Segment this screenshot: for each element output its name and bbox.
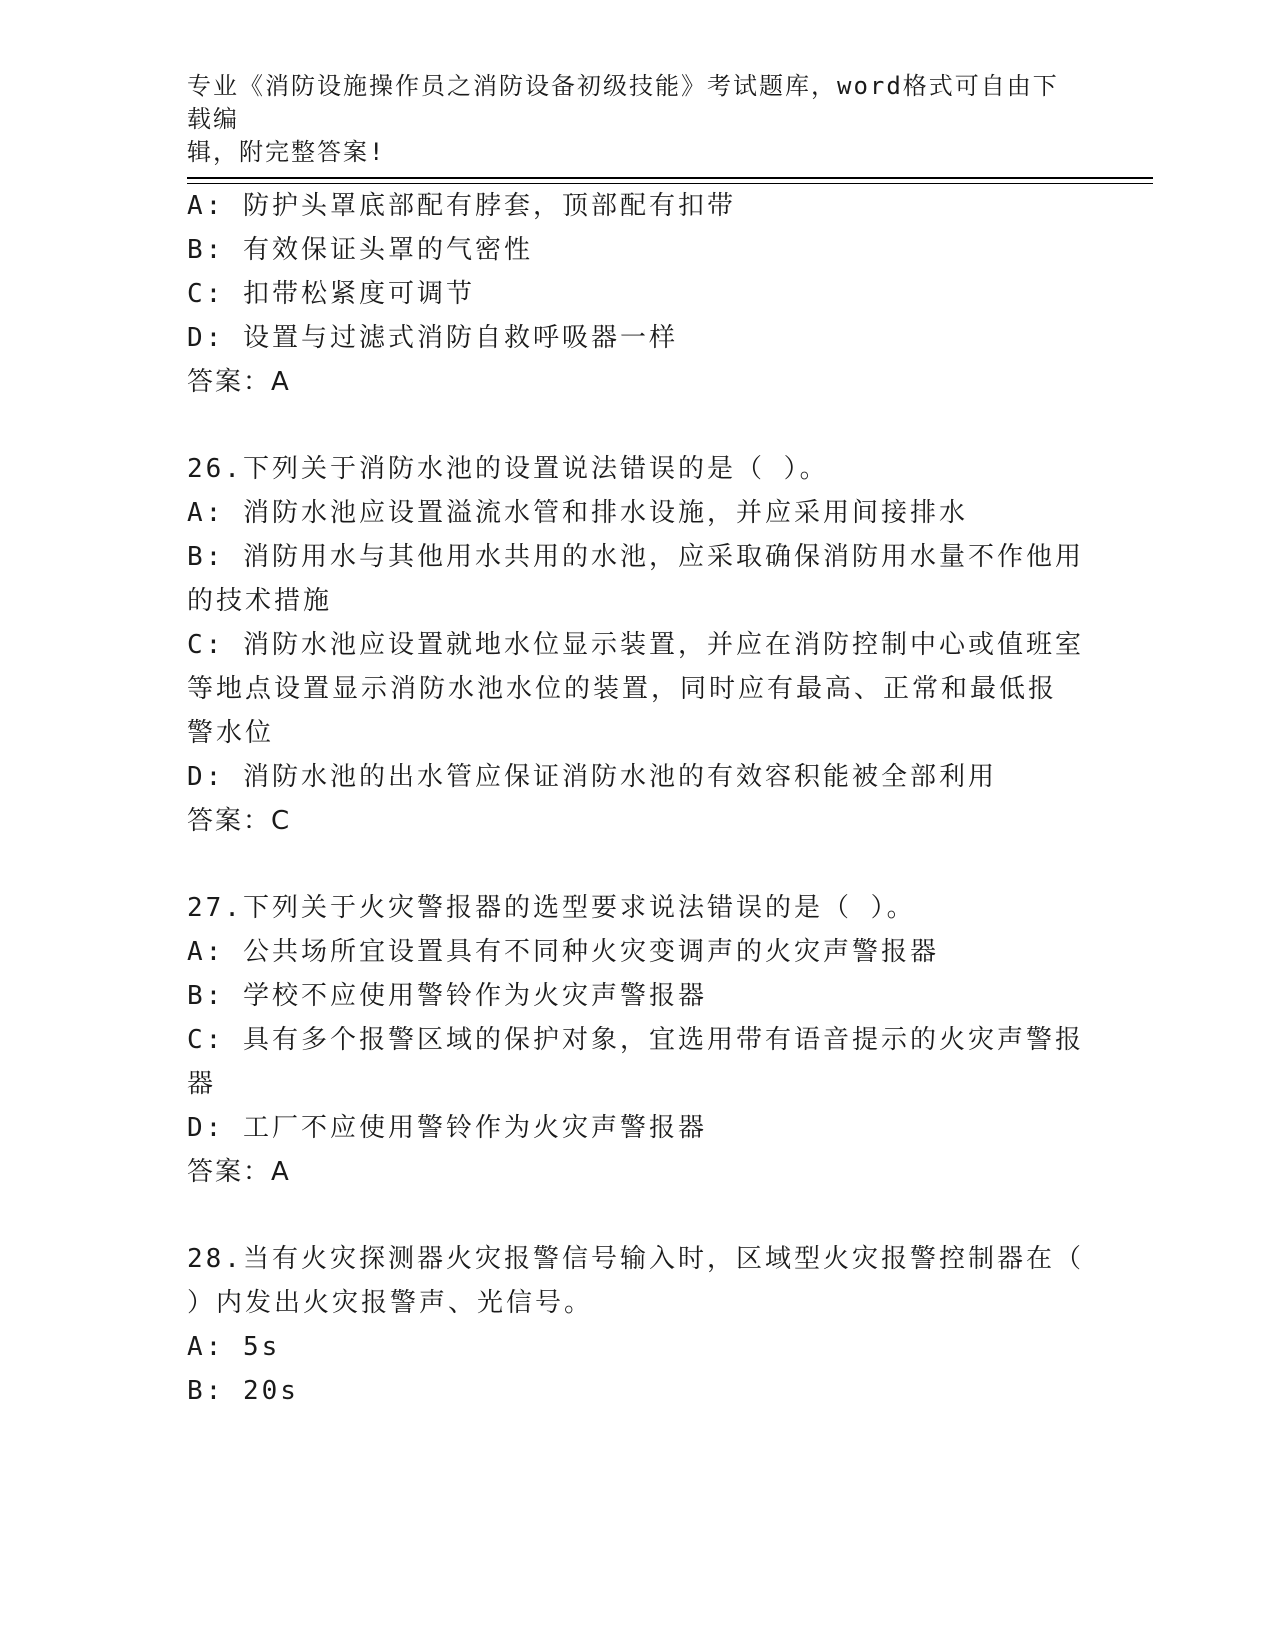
q27-option-a: A: 公共场所宜设置具有不同种火灾变调声的火灾声警报器 xyxy=(187,937,939,967)
q28-option-b: B: 20s xyxy=(187,1376,299,1406)
header-rule-thin xyxy=(187,183,1153,184)
q25-answer: 答案：A xyxy=(187,367,291,397)
q27-stem: 27.下列关于火灾警报器的选型要求说法错误的是（ ）。 xyxy=(187,893,916,923)
q26-option-d: D: 消防水池的出水管应保证消防水池的有效容积能被全部利用 xyxy=(187,762,997,792)
q25-option-a: A: 防护头罩底部配有脖套，顶部配有扣带 xyxy=(187,191,736,221)
q26-stem: 26.下列关于消防水池的设置说法错误的是（ ）。 xyxy=(187,454,829,484)
q25-option-c: C: 扣带松紧度可调节 xyxy=(187,279,475,309)
q26-option-b-line-1: B: 消防用水与其他用水共用的水池，应采取确保消防用水量不作他用 xyxy=(187,542,1084,572)
q27-option-c-line-2: 器 xyxy=(187,1069,217,1099)
q27-option-d: D: 工厂不应使用警铃作为火灾声警报器 xyxy=(187,1113,707,1143)
q25-option-b: B: 有效保证头罩的气密性 xyxy=(187,235,533,265)
document-header xyxy=(187,70,1067,169)
header-intro-line-2: 辑，附完整答案! xyxy=(187,138,386,166)
q26-option-c-line-3: 警水位 xyxy=(187,718,275,748)
q26-option-b-line-2: 的技术措施 xyxy=(187,586,333,616)
q27-option-c-line-1: C: 具有多个报警区域的保护对象，宜选用带有语音提示的火灾声警报 xyxy=(187,1025,1084,1055)
q27-answer: 答案：A xyxy=(187,1157,291,1187)
q26-answer: 答案：C xyxy=(187,806,292,836)
q25-option-d: D: 设置与过滤式消防自救呼吸器一样 xyxy=(187,323,678,353)
q26-option-c-line-1: C: 消防水池应设置就地水位显示装置，并应在消防控制中心或值班室 xyxy=(187,630,1084,660)
q26-option-a: A: 消防水池应设置溢流水管和排水设施，并应采用间接排水 xyxy=(187,498,968,528)
q28-stem-line-2: ）内发出火灾报警声、光信号。 xyxy=(187,1288,594,1318)
q28-option-a: A: 5s xyxy=(187,1332,281,1362)
header-intro-line-1: 专业《消防设施操作员之消防设备初级技能》考试题库，word格式可自由下载编 xyxy=(187,72,1059,133)
q26-option-c-line-2: 等地点设置显示消防水池水位的装置，同时应有最高、正常和最低报 xyxy=(187,674,1058,704)
q28-stem-line-1: 28.当有火灾探测器火灾报警信号输入时，区域型火灾报警控制器在（ xyxy=(187,1244,1084,1274)
q27-option-b: B: 学校不应使用警铃作为火灾声警报器 xyxy=(187,981,707,1011)
header-rule-thick xyxy=(187,177,1153,179)
